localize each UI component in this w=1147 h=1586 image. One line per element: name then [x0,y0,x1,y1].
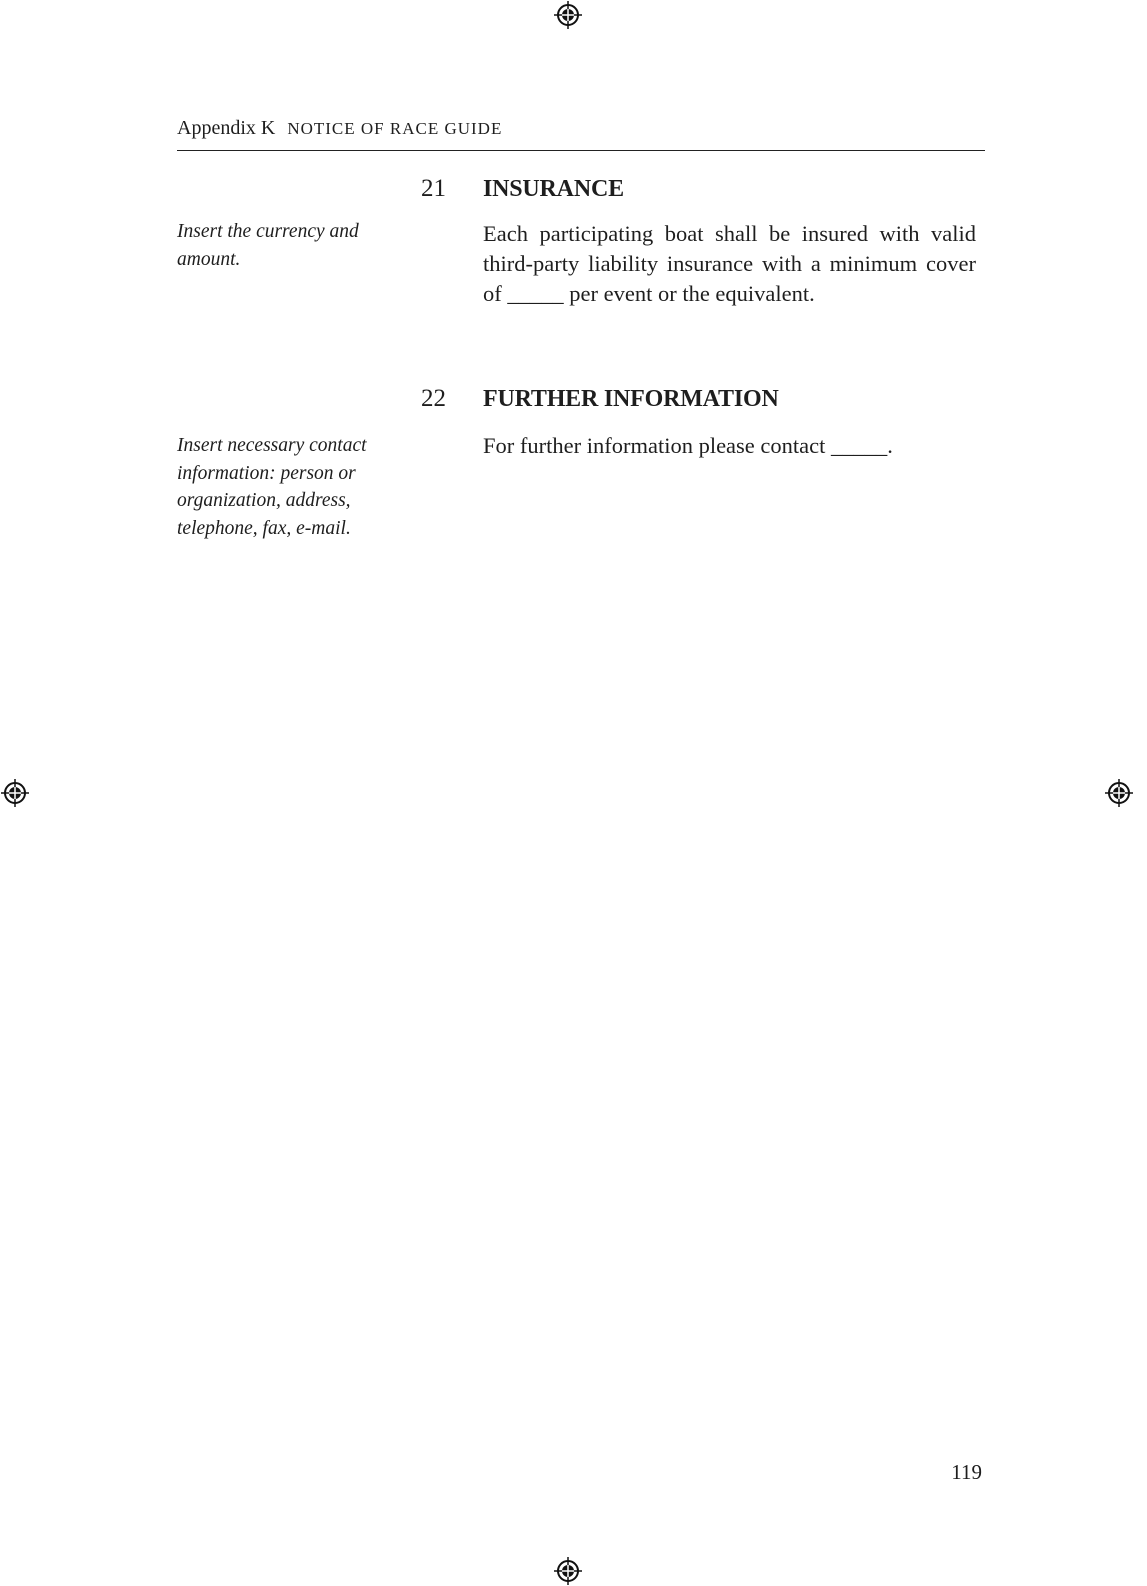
registration-mark-icon [1104,778,1134,808]
section-number: 21 [421,175,446,202]
guide-title: NOTICE OF RACE GUIDE [287,119,503,138]
section-body: Each participating boat shall be insured with valid third-party liability insurance with a minimum cover of _____ per event or the equivalent. [483,221,976,306]
registration-mark-icon [553,1556,583,1586]
registration-mark-icon [553,0,583,30]
registration-mark-icon [0,778,30,808]
margin-note: Insert necessary contact information: person or organization, address, telephone, fax, e-mail. [177,435,367,539]
header-rule [177,150,985,151]
section-number: 22 [421,385,446,412]
margin-note: Insert the currency and amount. [177,221,359,270]
running-head [177,116,985,141]
appendix-label: Appendix K [177,117,276,139]
section-body: For further information please contact _____. [483,433,893,458]
page-number: 119 [951,1460,982,1484]
section-title: FURTHER INFORMATION [483,386,779,412]
section-title: INSURANCE [483,176,624,202]
